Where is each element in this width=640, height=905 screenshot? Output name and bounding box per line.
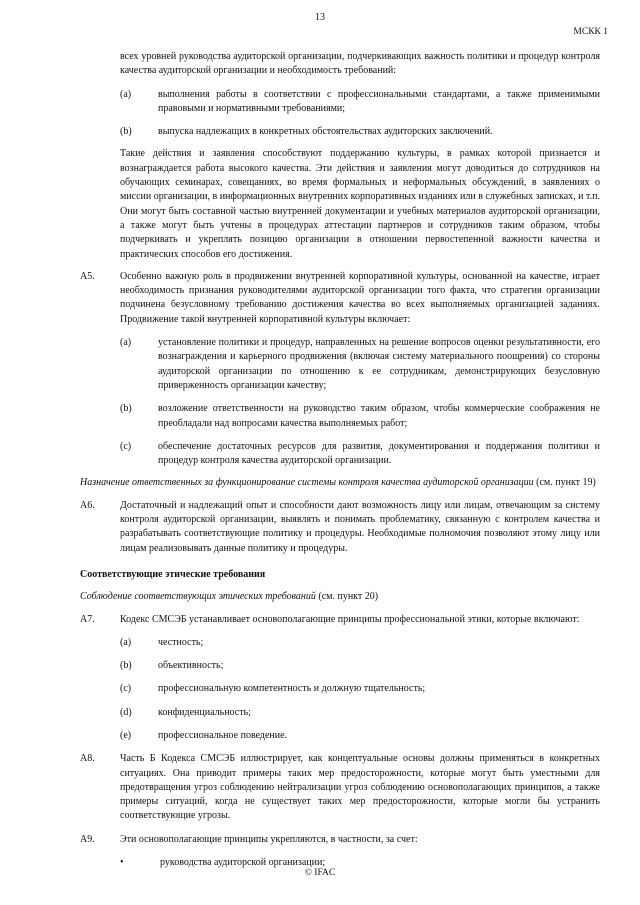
list-item [80, 402, 600, 431]
list-text: обеспечение достаточных ресурсов для развития, документирования и поддержания политики и процедур контроля качества аудиторской организации. [158, 440, 600, 467]
list-text: установление политики и процедур, направленных на решение вопросов оценки результативности, его вознаграждения и карьерного продвижения (включая систему материального поощрения) со стороны аудиторской организации по отношению к ее сотрудникам, демонстрирующих безусловную приверженность организации качеству; [158, 337, 600, 391]
paragraph-a8 [80, 752, 600, 823]
list-text: профессиональную компетентность и должную тщательность; [158, 683, 426, 695]
list-item [80, 88, 600, 117]
paragraph-a9 [80, 833, 600, 847]
bullet-icon: • [120, 857, 124, 869]
paragraph-text: Часть Б Кодекса СМСЭБ иллюстрирует, как концептуальные основы должны применяться в конкретных ситуациях. Она приводит примеры таких мер предосторожности, которые могут быть уместными для предотвращения угроз соблюдению нейтрализации угроз соблюдению основополагающих принципов, а также примеры ситуаций, когда не существует таких мер предосторожности, которые могли бы устранить соответствующие угрозы. [120, 753, 600, 822]
list-label: (b) [120, 126, 132, 138]
paragraph-text: Достаточный и надлежащий опыт и способности дают возможность лицу или лицам, отвечающим за систему контроля аудиторской организации, выявлять и понимать проблематику, связанную с контролем качества и разрабатывать соответствующие политику и процедуры. Необходимые полномочия позволяют этому лицу или лицам реализовывать данные политику и процедуры. [120, 499, 600, 554]
list-label: (a) [120, 88, 132, 100]
list-text: выпуска надлежащих в конкретных обстоятельствах аудиторских заключений. [158, 126, 493, 138]
page-number: 13 [315, 12, 325, 23]
list-item [80, 636, 600, 650]
paragraph-text: Эти основополагающие принципы укрепляются, в частности, за счет: [120, 833, 418, 845]
document-code: МСКК 1 [573, 27, 608, 37]
list-label: (e) [120, 729, 132, 741]
subsection-ref: (см. пункт 19) [533, 477, 596, 489]
list-text: выполнения работы в соответствии с профессиональными стандартами, а также применимыми правовыми и нормативными требованиями; [158, 88, 600, 114]
list-item [80, 125, 600, 139]
list-item [80, 336, 600, 393]
paragraph-a5 [80, 270, 600, 327]
list-label: (b) [120, 660, 132, 672]
footer-copyright: © IFAC [304, 868, 336, 878]
list-label: (c) [120, 683, 132, 695]
list-label: (a) [120, 636, 132, 648]
intro-closing: Такие действия и заявления способствуют поддержанию культуры, в рамках которой признается и вознаграждается работа высокого качества. Эти действия и заявления могут доводиться до сотрудников на обучающих семинарах, совещаниях, во время формальных и неформальных обсуждений, в заявлениях о миссии организации, в информационных внутренних корпоративных изданиях или в служебных записках, и т.п. Они могут быть составной частью внутренней документации и учебных материалов аудиторской организации, а также могут быть учтены в процедурах аттестации партнеров и сотрудников таким образом, чтобы подчеркивать и укреплять позицию организации в отношении первостепенной важности качества и практических способов его достижения. [120, 148, 600, 260]
document-body [80, 50, 600, 870]
list-item [80, 706, 600, 720]
paragraph-a6 [80, 499, 600, 556]
list-text: конфиденциальность; [158, 706, 251, 718]
paragraph-a7 [80, 613, 600, 627]
subsection-title [80, 476, 600, 490]
paragraph-number: A5. [80, 270, 95, 282]
paragraph-text: Особенно важную роль в продвижении внутренней корпоративной культуры, основанной на качестве, играет необходимость признания руководителями аудиторской организации того факта, что стратегия организации подчинена безусловному требованию достижения качества во всех выполняемых организацией заданиях. Продвижение такой внутренней корпоративной культуры включает: [120, 270, 600, 325]
paragraph-number: A7. [80, 613, 95, 625]
list-text: честность; [158, 636, 204, 648]
subsection-title-italic: Назначение ответственных за функционирование системы контроля качества аудиторской организации [80, 477, 534, 489]
subsection-title-italic: Соблюдение соответствующих этических требований [80, 591, 316, 603]
subsection-title [80, 590, 600, 604]
paragraph-number: A6. [80, 499, 95, 511]
list-text: объективность; [158, 660, 224, 672]
list-text: возложение ответственности на руководство таким образом, чтобы коммерческие соображения не преобладали над вопросами качества выполняемых работ; [158, 403, 600, 429]
list-label: (d) [120, 706, 132, 718]
list-label: (a) [120, 337, 132, 349]
list-item [80, 682, 600, 696]
section-heading: Соответствующие этические требования [80, 568, 266, 580]
list-text: профессиональное поведение. [158, 729, 288, 741]
list-item [80, 659, 600, 673]
paragraph-number: A8. [80, 753, 95, 765]
paragraph-text: Кодекс СМСЭБ устанавливает основополагающие принципы профессиональной этики, которые включают: [120, 613, 580, 625]
intro-text: всех уровней руководства аудиторской организации, подчеркивающих важность политики и процедур контроля качества аудиторской организации и необходимость требований: [120, 51, 600, 77]
subsection-ref: (см. пункт 20) [315, 591, 379, 603]
paragraph-number: A9. [80, 833, 95, 845]
list-item [80, 440, 600, 469]
bullet-text: руководства аудиторской организации; [160, 857, 326, 869]
list-label: (b) [120, 403, 132, 415]
list-label: (c) [120, 440, 132, 452]
list-item [80, 729, 600, 743]
